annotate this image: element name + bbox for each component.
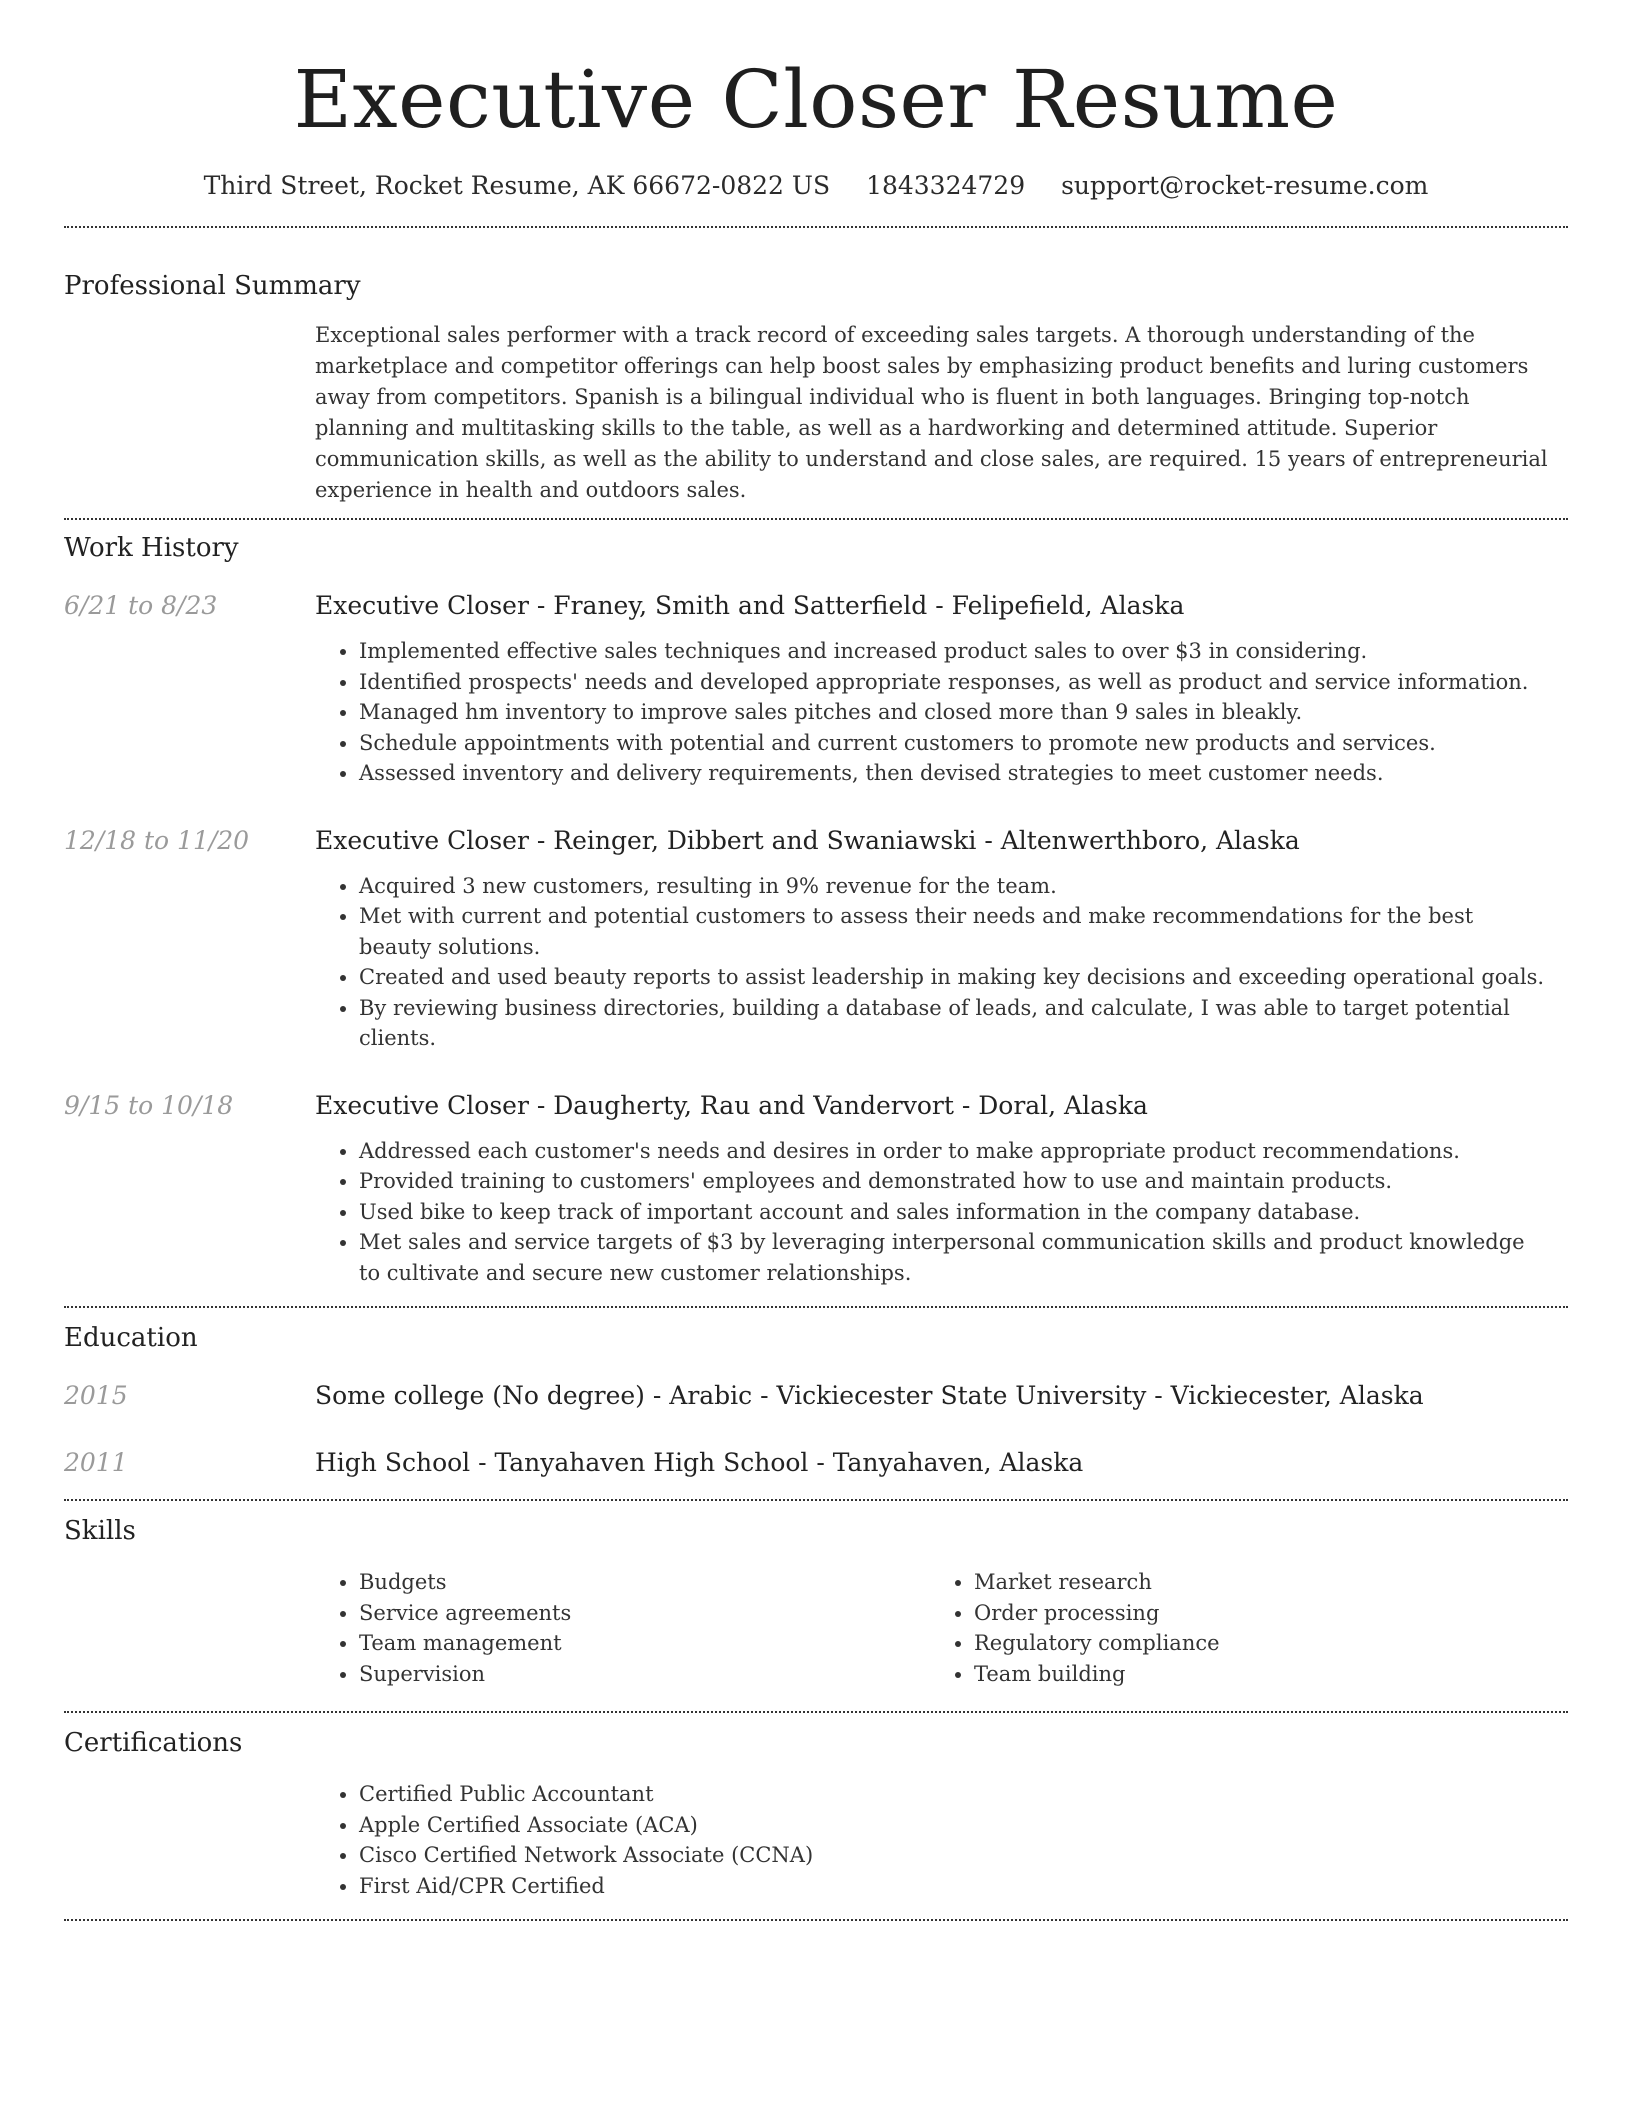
certifications-list	[315, 1779, 1548, 1901]
job-entry	[64, 588, 1568, 789]
list-item: • Service agreements	[359, 1598, 930, 1629]
resume-title: Executive Closer Resume	[293, 53, 1339, 146]
job-bullets	[315, 636, 1548, 789]
list-item: • Certified Public Accountant	[359, 1779, 1548, 1810]
list-item: • Created and used beauty reports to assist leadership in making key decisions and exceeding operational goals.	[359, 962, 1548, 993]
job-heading: Executive Closer - Daugherty, Rau and Vandervort - Doral, Alaska	[315, 1090, 1148, 1120]
list-item: • Managed hm inventory to improve sales pitches and closed more than 9 sales in bleakly.	[359, 697, 1548, 728]
job-entry	[64, 1088, 1568, 1289]
contact-line	[64, 168, 1568, 204]
list-item: • Team building	[974, 1659, 1545, 1690]
list-item: • Implemented effective sales techniques and increased product sales to over $3 in considering.	[359, 636, 1548, 667]
summary-section	[64, 268, 1568, 506]
education-year: 2015	[64, 1381, 128, 1410]
job-bullets	[315, 871, 1548, 1054]
contact-email: support@rocket-resume.com	[1061, 171, 1429, 200]
resume-page	[64, 0, 1568, 1921]
education-heading: High School - Tanyahaven High School - Tanyahaven, Alaska	[315, 1448, 1084, 1477]
list-item: • Schedule appointments with potential and current customers to promote new products and services.	[359, 728, 1548, 759]
divider	[64, 1711, 1568, 1713]
divider	[64, 518, 1568, 520]
job-bullets	[315, 1136, 1548, 1289]
job-dates: 6/21 to 8/23	[64, 591, 218, 620]
list-item: • By reviewing business directories, building a database of leads, and calculate, I was able to target potential clients.	[359, 993, 1548, 1054]
list-item: • Provided training to customers' employees and demonstrated how to use and maintain products.	[359, 1166, 1548, 1197]
certifications-section	[64, 1725, 1568, 1901]
list-item: • Market research	[974, 1567, 1545, 1598]
skills-column-1	[315, 1567, 930, 1689]
job-heading: Executive Closer - Franey, Smith and Satterfield - Felipefield, Alaska	[315, 591, 1185, 620]
list-item: • Supervision	[359, 1659, 930, 1690]
contact-phone: 1843324729	[866, 171, 1026, 200]
list-item: • Cisco Certified Network Associate (CCNA)	[359, 1840, 1548, 1871]
job-entry	[64, 823, 1568, 1054]
list-item: • Met sales and service targets of $3 by leveraging interpersonal communication skills and product knowledge to cultivate and secure new customer relationships.	[359, 1227, 1548, 1288]
job-dates: 9/15 to 10/18	[64, 1090, 234, 1120]
education-entry	[64, 1378, 1568, 1414]
section-title-work: Work History	[64, 533, 239, 563]
list-item: • Addressed each customer's needs and desires in order to make appropriate product recommendations.	[359, 1136, 1548, 1167]
list-item: • Regulatory compliance	[974, 1628, 1545, 1659]
divider	[64, 226, 1568, 228]
summary-text: Exceptional sales performer with a track record of exceeding sales targets. A thorough understanding of the marketplace and competitor offerings can help boost sales by emphasizing product benefits and luring customers away from competitors. Spanish is a bilingual individual who is fluent in both languages. Bringing top-notch planning and multitasking skills to the table, as well as a hardworking and determined attitude. Superior communication skills, as well as the ability to understand and close sales, are required. 15 years of entrepreneurial experience in health and outdoors sales.	[315, 323, 1548, 502]
job-dates: 12/18 to 11/20	[64, 825, 250, 855]
work-history-section	[64, 530, 1568, 1288]
list-item: • Budgets	[359, 1567, 930, 1598]
contact-address: Third Street, Rocket Resume, AK 66672-0822 US	[203, 171, 831, 200]
list-item: • Met with current and potential customers to assess their needs and make recommendations for the best beauty solutions.	[359, 901, 1548, 962]
section-title-certifications: Certifications	[64, 1728, 243, 1758]
skills-grid	[315, 1567, 1548, 1689]
list-item: • Order processing	[974, 1598, 1545, 1629]
education-heading: Some college (No degree) - Arabic - Vickiecester State University - Vickiecester, Alaska	[315, 1381, 1424, 1410]
list-item: • Identified prospects' needs and developed appropriate responses, as well as product and service information.	[359, 667, 1548, 698]
list-item: • Team management	[359, 1628, 930, 1659]
section-title-skills: Skills	[64, 1516, 136, 1546]
divider	[64, 1919, 1568, 1921]
divider	[64, 1499, 1568, 1501]
education-entry	[64, 1445, 1568, 1481]
education-year: 2011	[64, 1448, 128, 1477]
education-section	[64, 1320, 1568, 1481]
list-item: • Assessed inventory and delivery requirements, then devised strategies to meet customer needs.	[359, 758, 1548, 789]
section-title-education: Education	[64, 1323, 198, 1353]
skills-column-2	[930, 1567, 1545, 1689]
list-item: • Apple Certified Associate (ACA)	[359, 1810, 1548, 1841]
job-heading: Executive Closer - Reinger, Dibbert and Swaniawski - Altenwerthboro, Alaska	[315, 825, 1300, 855]
skills-section	[64, 1513, 1568, 1689]
list-item: • Acquired 3 new customers, resulting in 9% revenue for the team.	[359, 871, 1548, 902]
section-title-summary: Professional Summary	[64, 271, 361, 301]
divider	[64, 1306, 1568, 1308]
list-item: • First Aid/CPR Certified	[359, 1871, 1548, 1902]
list-item: • Used bike to keep track of important account and sales information in the company database.	[359, 1197, 1548, 1228]
